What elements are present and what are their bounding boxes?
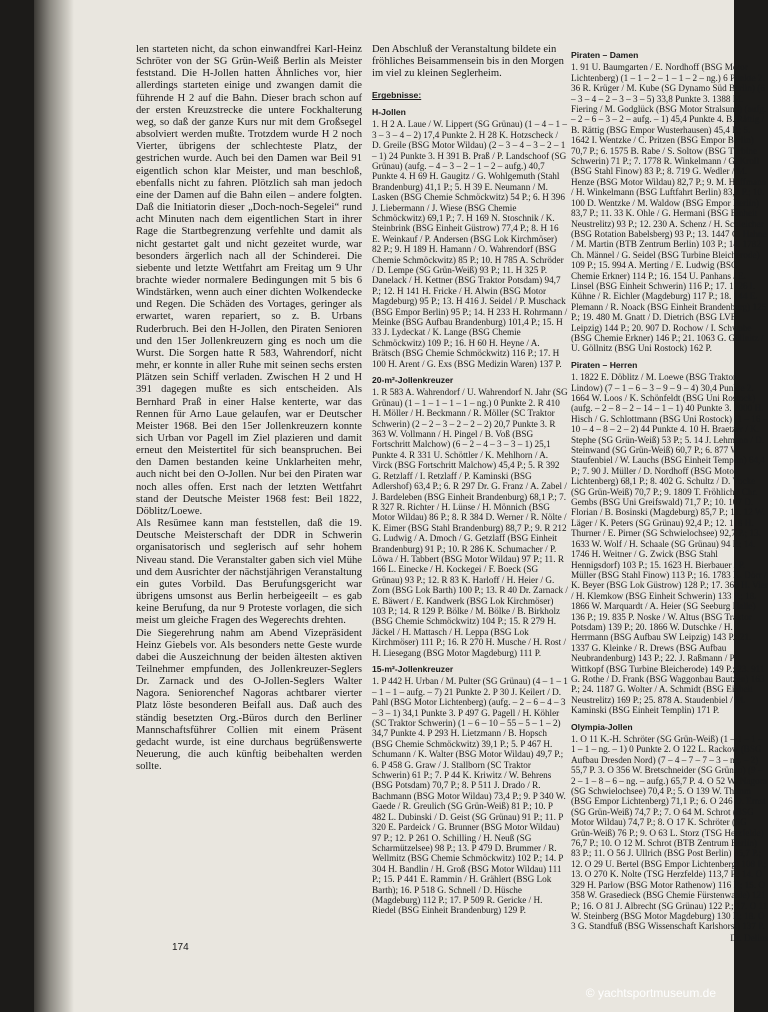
section-title: Piraten – Herren (571, 359, 638, 370)
section-results: 1. 1822 E. Döblitz / M. Loewe (BSG Traktor Lindow) (7 – 1 – 6 – 3 – 9 – 9 – 4) 30,4 Punkte 2. 1664 W. Loos / K. Schönfeldt (BSG Uni Rostock) (aufg. – 2 – 8 – 2 – 14 – 1 – 1) 40 Punkte 3. 2000 H. Hisch / G. Schlottmann (BSG Uni Rostock) (1 – 16 – 10 – 4 – 8 – 2 – 2) 44 Punkte 4. 10 H. Braetzer / K. Stephe (SG Grün-Weiß) 53 P.; 5. 14 J. Lehmann / D. Steinwand (SG Grün-Weiß) 60,7 P.; 6. 877 W. Staufenbiel / W. Lauchs (BSG Einheit Templin) 64,4 P.; 7. 90 J. Müller / D. Nordhoff (BSG Motor Lichtenberg) 68,1 P.; 8. 402 G. Schultz / D. Vocke (SG Grün-Weiß) 70,7 P.; 9. 1809 T. Fröhlich / Chr. Gembs (BSG Uni Greifswald) 71,7 P.; 10. 107 D. Florian / B. Bosinski (Magdeburg) 85,7 P.; 11. 12 W. Läger / K. Peters (SG Grünau) 92,4 P.; 12. 118 H. Thurner / E. Pirner (SG Schwielochsee) 92,7 P.; 13. 1633 W. Wolf / H. Schaale (SG Grünau) 94 P.; 14. 1746 H. Weitner / G. Zwick (BSG Stahl Hennigsdorf) 103 P.; 15. 1623 H. Bierbauer / P. Müller (BSG Stahl Finow) 113 P.; 16. 1783 K. Dörr / K. Beyer (BSG Lok Güstrow) 128 P.; 17. 360 H. Vier / H. Klemkow (BSG Einheit Schwerin) 133 P.; 18. 1866 W. Marquardt / A. Heier (SG Seeburg Halle) 136 P.; 19. 835 P. Noske / W. Altus (BSG Traktor Potsdam) 139 P.; 20. 1866 W. Dutschke / H. Herrmann (BSG Aufbau SW Leipzig) 143 P.; 21. 1337 G. Kleinke / R. Drews (BSG Aufbau Neubrandenburg) 143 P.; 22. J. Raßmann / P. Wittkopf (BSG Turbine Bleicherode) 149 P.; 23. 911 G. Rothe / D. Frank (BSG Waggonbau Bautzen) 163 P.; 24. 1187 G. Wolter / A. Schmidt (BSG Einheit Neustrelitz) 169 P.; 25. 878 A. Staudenbiel / M. Kaminski (BSG Einheit Templin) 171 P. (571, 372, 768, 716)
section-h-jollen (372, 107, 568, 369)
section-15m-jollenkreuzer (372, 664, 568, 916)
section-results: 1. P 442 H. Urban / M. Pulter (SG Grünau) (4 – 1 – 1 – 1 – 1 – aufg. – 7) 21 Punkte 2. P 30 J. Keilert / D. Pahl (BSG Motor Lichtenberg) (aufg. – 2 – 6 – 4 – 3 – 3 – 1) 34,1 Punkte 3. P 497 G. Pagell / H. Köhler (SC Traktor Schwerin) (1 – 6 – 10 – 55 – 5 – 1 – 2) 34,7 Punkte 4. P 293 H. Lietzmann / B. Hopsch (BSG Chemie Schmöckwitz) 39,1 P.; 5. P 467 H. Schumann / K. Walter (BSG Motor Wildau) 49,7 P.; 6. P 458 G. Graw / J. Stallborn (SC Traktor Schwerin) 61 P.; 7. P 44 K. Kriwitz / W. Behrens (BSG Potsdam) 70,7 P.; 8. P 511 J. Drado / R. Bachmann (BSG Motor Wildau) 73,4 P.; 9. P 340 W. Gaede / R. Greulich (SG Grün-Weiß) 81 P.; 10. P 482 L. Dubinski / D. Geist (SG Grünau) 91 P.; 11. P 320 E. Pardeick / G. Brunner (BSG Motor Wildau) 97 P.; 12. P 261 O. Schilling / H. Neuß (SG Scharmützelsee) 98 P.; 13. P 479 D. Brummer / R. Wellmitz (BSG Chemie Schmöckwitz) 102 P.; 14. P 304 H. Bandlin / H. Groß (BSG Motor Wildau) 111 P.; 15. P 441 E. Rammin / H. Grählert (BSG Lok Barth); 16. P 518 G. Schnell / D. Hüsche (Magdeburg) 112 P.; 17. P 509 R. Gericke / H. Riedel (BSG Einheit Brandenburg) 129 P. (372, 676, 568, 916)
book-gutter (34, 0, 74, 1012)
section-title: 20-m²-Jollenkreuzer (372, 375, 454, 386)
section-20m-jollenkreuzer (372, 375, 568, 658)
section-results: 1. H 2 A. Laue / W. Lippert (SG Grünau) (1 – 4 – 1 – 3 – 3 – 4 – 2) 17,4 Punkte 2. H 28 K. Hotzscheck / D. Greile (BSG Motor Wildau) (2 – 3 – 4 – 3 – 2 – 1 – 1) 24 Punkte 3. H 391 B. Praß / P. Landschoof (SG Grünau) (aufg. – 4 – 3 – 2 – 1 – 2 – aufg.) 40,7 Punkte 4. H 69 H. Gaugitz / G. Wohlgemuth (Stahl Brandenburg) 41,1 P.; 5. H 39 E. Neumann / M. Lasken (BSG Chemie Schmöckwitz) 54 P.; 6. H 396 J. Liebermann / J. Wiese (BSG Chemie Schmöckwitz) 69,1 P.; 7. H 169 N. Stoschnik / K. Steinbrink (BSG Einheit Güstrow) 77,4 P.; 8. H 16 E. Weinkauf / P. Andersen (BSG Lok Kirchmöser) 82 P.; 9. H 189 H. Hamann / O. Wahrendorf (BSG Chemie Schmöckwitz) 85 P.; 10. H 785 A. Schröder / D. Lempe (SG Grün-Weiß) 93 P.; 11. H 325 P. Danelack / H. Kettner (BSG Traktor Potsdam) 94,7 P.; 12. H 141 H. Fricke / H. Alwin (BSG Motor Magdeburg) 95 P.; 13. H 416 J. Seidel / P. Muschack (BSG Empor Berlin) 95 P.; 14. H 233 H. Rohrmann / Meinke (BSG Aufbau Brandenburg) 101,4 P.; 15. H 33 J. Lydeckat / K. Lange (BSG Chemie Schmöckwitz) 109 P.; 16. H 60 H. Heyne / A. Brätsch (BSG Chemie Schmöckwitz) 116 P.; 17. H 100 H. Arent / G. Exs (BSG Medizin Waren) 137 P. (372, 119, 568, 369)
report-paragraph-1: len starteten nicht, da schon einwandfrei Karl-Heinz Schröter von der SG Grün-Weiß Berlin als Meister feststand. Die H-Jollen hatten Ähnliches vor, hier allerdings starteten einige und zwangen damit die führende H 2 auf die Bahn. Dieser brach schon auf der ersten Kreuzstrecke die untere Fockhalterung weg, so daß der ganze Kurs nur mit dem Großsegel absolviert werden mußte. Trotzdem wurde H 2 noch Vierter, übrigens der schlechteste Platz, der gestrichen wurde. Auch bei den Damen war Beil 91 eigentlich schon klar Meister, und man beschloß, ebenfalls nicht zu fahren. Plötzlich sah man jedoch eine der Damen auf die Bahn eilen – andere folgten. Daß die Initiatorin dieser „Doch-noch-Segelei“ rund acht Minuten nach dem eigentlichen Start in ihrer Rage die Startbegrenzung verfehlte und damit als nicht gestartet galt und nicht gezeitet wurde, war besonders ärgerlich nach all der Schinderei. Die siebente und letzte Wettfahrt am Freitag um 9 Uhr brachte wieder normalere Bedingungen mit 5 bis 6 Windstärken, wenn auch einer dichten Wolkendecke und Regen. Die Schäden des Vortages, geringer als erwartet, waren repariert, so z. B. Urbans Ruderbruch. Bei den H-Jollen, den Piraten Senioren und den 15er Jollenkreuzern ging es noch um die Wurst. Die Sorgen hatte R 583, Wahrendorf, nicht mehr, er konnte in aller Ruhe mit seinen sechs ersten Plätzen sein Schiff verladen. Zwischen H 2 und H 391 dagegen mußte es sich entscheiden. Als Bernhard Praß in einer Halse kenterte, war das Rennen für Arno Laue gelaufen, war er Deutscher Meister 1968. Bei den 15er Jollenkreuzern konnte sich Urban vor Pagell im Ziel plazieren und damit erneut den Meistertitel für sich beanspruchen. Bei den Damen bestanden keine Unklarheiten mehr, auch nicht bei den O-Jollen. Nur bei den Piraten war noch alles offen. Erst nach der letzten Wettfahrt stand der Deutsche Meister 1968 fest: Beil 1822, Döblitz/Loewe. (136, 44, 362, 517)
section-results: 1. O 11 K.-H. Schröter (SG Grün-Weiß) (1 – 1 – 1 – 1 – 1 – ng. – 1) 0 Punkte 2. O 122 L. Rackow (BSG Aufbau Dresden Nord) (7 – 4 – 7 – 7 – 3 – ng. – 2) 55,7 P. 3. O 356 W. Bretschneider (SG Grünau) (9 – 2 – 1 – 8 – 6 – ng. – aufg.) 65,7 P. 4. O 52 W. Nagora (SG Schwielochsee) 70,4 P.; 5. O 139 W. Thimm (BSG Empor Lichtenberg) 71,1 P.; 6. O 246 D. Ernst (SG Grün-Weiß) 74,7 P.; 7. O 64 M. Schrot (BSG Motor Wildau) 74,7 P.; 8. O 17 K. Schröter (SG Grün-Weiß) 76 P.; 9. O 63 L. Storz (TSG Herzfelde) 76,7 P.; 10. O 12 M. Schrot (BTB Zentrum Berlin) 83 P.; 11. O 56 J. Ullrich (BSG Post Berlin) 85,7 P.; 12. O 29 U. Bertel (BSG Empor Lichtenberg) 108 P.; 13. O 270 K. Nolte (TSG Herzfelde) 113,7 P.; 14. O 329 H. Parlow (BSG Motor Rathenow) 116 P.; 15. O 358 W. Grasedieck (BSG Chemie Fürstenwalde) 121 P.; 16. O 81 J. Albrecht (SG Grünau) 122 P.; 17. O 11 W. Steinberg (BSG Motor Magdeburg) 130 P.; 18. O 3 G. Standfuß (BSG Wissenschaft Karlshorst) 137 P. (571, 734, 768, 932)
watermark-text: © yachtsportmuseum.de (585, 986, 716, 1000)
section-results: 1. R 583 A. Wahrendorf / U. Wahrendorf N. Jahr (SG Grünau) (1 – 1 – 1 – 1 – 1 – ng.) 0 Punkte 2. R 410 H. Möller / H. Beckmann / R. Möller (SC Traktor Schwerin) (2 – 2 – 3 – 2 – 2 – 2) 20,7 Punkte 3. R 363 W. Vollmann / H. Pingel / B. Voß (BSG Fortschritt Malchow) (6 – 2 – 4 – 3 – 3 – 1) 25,1 Punkte 4. R 331 U. Schöttler / K. Mehlhorn / A. Virck (BSG Fortschritt Malchow) 45,4 P.; 5. R 392 G. Retzlaff / I. Retzlaff / P. Kaminski (BSG Adlershof) 63,4 P.; 6. R 297 Dr. G. Franz / A. Zabel / J. Bardeleben (BSG Einheit Brandenburg) 68,1 P.; 7. R 327 R. Richter / H. Lünse / H. Mönnich (BSG Motor Wildau) 86 P.; 8. R 384 D. Werner / R. Nölte / K. Eimer (BSG Stahl Brandenburg) 88,7 P.; 9. R 212 G. Ludwig / A. Dmoch / G. Getzlaff (BSG Einheit Brandenburg) 91 P.; 10. R 286 K. Schumacher / P. Löwa / H. Tabbert (BSG Motor Wildau) 97 P.; 11. R 166 L. Einecke / H. Kockegei / F. Boeck (SG Grünau) 93 P.; 12. R 83 K. Harloff / H. Heier / G. Zorn (BSG Lok Barth) 100 P.; 13. R 40 Dr. Zarnack / E. Bäwert / E. Kandwerk (BSG Lok Kirchmöser) 103 P.; 14. R 129 P. Bölke / M. Bölke / B. Birkholz (BSG Chemie Schmöckwitz) 104 P.; 15. R 279 H. Jäckel / H. Mattasch / H. Leppa (BSG Lok Kirchmöser) 111 P.; 16. R 270 H. Musche / H. Rost / H. Liesegang (BSG Motor Magdeburg) 111 P. (372, 387, 568, 658)
section-olympia-jollen (571, 722, 768, 944)
column-1 (136, 44, 362, 904)
author-signature: Dr. Delius (730, 932, 768, 943)
watermark (586, 986, 716, 1000)
section-title: Piraten – Damen (571, 50, 639, 60)
section-piraten-herren (571, 360, 768, 716)
section-title: 15-m²-Jollenkreuzer (372, 664, 454, 674)
closing-paragraph: Den Abschluß der Veranstaltung bildete ein fröhliches Beisammensein bis in den Morgen im viel zu kleinen Seglerheim. (372, 44, 564, 80)
section-results: 1. 91 U. Baumgarten / E. Nordhoff (BSG Motor Lichtenberg) (1 – 1 – 2 – 1 – 1 – 2 – ng.) 6 Punkte 2. 36 R. Krüger / M. Kube (SG Dynamo Süd Berlin) (6 – 3 – 4 – 2 – 3 – 3 – 5) 33,8 Punkte 3. 1388 M. Fiering / M. Godglück (BSG Motor Stralsund) (aufg. – 2 – 6 – 3 – 2 – aufg. – 1) 45,4 Punkte 4. B. Rättig / B. Rättig (BSG Empor Wusterhausen) 45,4 P.; 5. 1642 I. Wentzke / C. Pritzen (BSG Empor Berlin) 70,7 P.; 6. 1575 B. Rabe / S. Soltow (BSG Turbine Schwerin) 71 P.; 7. 1778 R. Winkelmann / G. Kroll (BSG Stahl Finow) 83 P.; 8. 719 G. Wedler / M. Henze (BSG Motor Wildau) 82,7 P.; 9. M. Hoffmann / H. Winkelmann (BSG Luftfahrt Berlin) 83,7 P.; 10. 100 D. Wentzke / M. Waldow (BSG Empor Berlin) 83,7 P.; 11. 33 K. Ohle / G. Hermani (BSG Einheit Neustrelitz) 93 P.; 12. 230 A. Schenz / H. Schleicher (BSG Rotation Babelsberg) 93 P.; 13. 1447 C. Hahne / M. Martin (BTB Zentrum Berlin) 103 P.; 14. 1782 Ch. Männel / G. Seidel (BSG Turbine Bleicherode) 109 P.; 15. 994 A. Merting / E. Ludwig (BSG Chemie Erkner) 114 P.; 16. 154 U. Panhans / E. Linsel (BSG Einheit Schwerin) 116 P.; 17. 1726 I. Kühne / R. Eichler (Magdeburg) 117 P.; 18. 144 E. Plemann / R. Noack (BSG Einheit Brandenburg) 125 P.; 19. 480 M. Gnatt / D. Dietrich (BSG LVB Leipzig) 144 P.; 20. 907 D. Rochow / I. Schwabe (BSG Chemie Erkner) 146 P.; 21. 1063 G. Göllnitz / U. Göllnitz (BSG Uni Rostock) 162 P. (571, 62, 767, 354)
column-3 (571, 44, 768, 974)
book-page (34, 0, 768, 1012)
section-title: Olympia-Jollen (571, 721, 633, 732)
report-paragraph-3: Die Siegerehrung nahm am Abend Vizepräsident Heinz Giebels vor. Als besonders nette Geste wurde dabei die Auszeichnung der beiden ältesten aktiven Teilnehmer empfunden, des Jollenkreuzer-Seglers Dr. Zarnack und des O-Jollen-Seglers Walter Nagora. Seniorenchef Nagoras achtbarer vierter Platz löste besonderen Beifall aus. Daß auch des ständig besetzten Org.-Büros durch den Berliner Mannschaftsführer Collien mit einem Präsent gedacht wurde, ist eine durchaus begrüßenswerte Neuerung, die auch künftig beibehalten werden sollte. (136, 627, 362, 773)
report-paragraph-2: Als Resümee kann man feststellen, daß die 19. Deutsche Meisterschaft der DDR in Schwerin organisatorisch und seglerisch auf sehr hohem Niveau stand. Die Veranstalter gaben sich viel Mühe und dem Ausrichter der nächstjährigen Veranstaltung ein gutes Vorbild. Das Berufungsgericht war übrigens umsonst aus Berlin herbeigeeilt – es gab keine Berufung, da nur 9 Proteste vorlagen, die sich meist um gleiche Fragen des Wegerechts drehten. (136, 518, 362, 627)
column-2 (372, 44, 568, 916)
page-number: 174 (172, 942, 189, 953)
section-title: H-Jollen (372, 106, 406, 117)
section-piraten-damen (571, 50, 768, 354)
results-heading: Ergebnisse: (372, 90, 422, 101)
